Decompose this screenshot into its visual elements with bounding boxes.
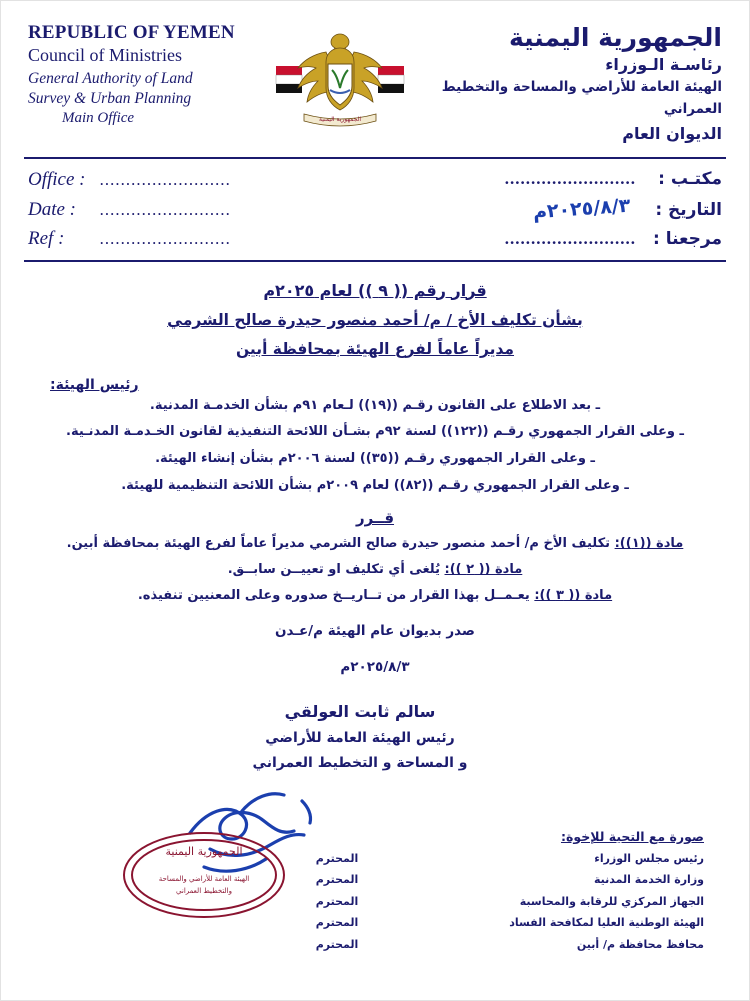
- signatory-name: سالم ثابت العولقي: [284, 701, 436, 721]
- reference-fields: [0, 159, 750, 257]
- decision-subject: [40, 306, 710, 335]
- cc-recipient: الهيئة الوطنية العليا لمكافحة الفساد: [509, 916, 704, 930]
- field-date-label: Date :: [28, 198, 77, 220]
- field-marjiuna: [392, 225, 722, 254]
- cc-item: [292, 912, 722, 933]
- issued-date: ٢٠٢٥/٨/٣م: [340, 659, 410, 676]
- article-item: [40, 557, 710, 583]
- field-tarikh-label: التاريخ :: [655, 199, 722, 220]
- cc-honorific: المحترم: [315, 894, 359, 908]
- issued-place: صدر بديوان عام الهيئة م/عـدن: [275, 623, 475, 640]
- cc-honorific: المحترم: [315, 851, 359, 865]
- decide-keyword: قــرر: [355, 509, 395, 528]
- svg-text:والتخطيط العمراني: والتخطيط العمراني: [176, 886, 232, 895]
- document-header: [0, 0, 750, 153]
- field-tarikh-value: ٢٠٢٥/٨/٣م: [531, 194, 631, 224]
- header-english-block: [28, 22, 258, 129]
- cc-honorific: المحترم: [315, 873, 359, 887]
- header-office-line: Main Office: [62, 110, 135, 127]
- field-date-dots: .........................: [100, 199, 232, 219]
- field-date: [28, 195, 358, 224]
- field-maktab: [392, 165, 722, 194]
- cc-recipient: محافظ محافظة م/ أبين: [576, 937, 704, 951]
- svg-text:الجمهورية اليمنية: الجمهورية اليمنية: [165, 844, 243, 858]
- field-ref-label: Ref :: [28, 228, 65, 250]
- decision-title-suffix: )) لعام ٢٠٢٥م: [263, 280, 379, 300]
- preamble-item: ـ وعلى القرار الجمهوري رقـم ((٨٢)) لعام ٢٠٠٩م بشأن اللائحة التنظيمية للهيئة.: [121, 477, 629, 493]
- cc-honorific: المحترم: [315, 937, 359, 951]
- signatory-role-line2: و المساحة و التخطيط العمراني: [252, 755, 468, 772]
- emblem-container: [265, 22, 415, 136]
- field-maktab-label: مكتـب :: [658, 169, 722, 190]
- cc-recipient: الجهاز المركزي للرقابة والمحاسبة: [519, 894, 704, 908]
- article-text: تكليف الأخ م/ أحمد منصور حيدرة صالح الشرمي مديراً عاماً لفرع الهيئة بمحافظة أبين.: [66, 536, 611, 552]
- header-arabic-council: رئاسـة الـوزراء: [605, 55, 722, 75]
- official-stamp: [118, 829, 290, 921]
- field-maktab-dots: .........................: [504, 169, 636, 189]
- cc-title: صورة مع التحية للإخوة:: [560, 828, 704, 844]
- header-arabic-republic: الجمهورية اليمنية: [508, 23, 722, 52]
- header-republic-line: REPUBLIC OF YEMEN: [28, 22, 235, 43]
- article-item: [40, 531, 710, 557]
- decision-title-number: [40, 276, 710, 306]
- cc-honorific: المحترم: [315, 916, 359, 930]
- signatory-role-line1: رئيس الهيئة العامة للأراضي: [265, 730, 455, 747]
- field-tarikh: [392, 194, 722, 225]
- field-office: [28, 165, 358, 194]
- article-label: مادة (( ٣ )):: [534, 588, 613, 604]
- field-ref: [28, 224, 358, 253]
- document-body: [0, 262, 750, 681]
- article-item: [40, 583, 710, 609]
- decision-number: ٩: [378, 280, 388, 300]
- cc-list: [292, 829, 722, 955]
- decision-position-text: مديراً عاماً لفرع الهيئة بمحافظة أبين: [235, 340, 515, 359]
- preamble-item: ـ وعلى القرار الجمهوري رقـم ((١٢٢)) لسنة ٩٢م بشـأن اللائحة التنفيذية لقانون الخـدمـة المدنـية.: [66, 424, 684, 440]
- signature-block: [0, 697, 750, 777]
- article-text: يُلغى أي تكليف او تعييــن سابــق.: [227, 562, 440, 578]
- cc-item: [292, 891, 722, 912]
- header-arabic-diwan: الديوان العام: [622, 124, 722, 144]
- section-head-chairman: رئيس الهيئة:: [50, 376, 139, 393]
- cc-item: [292, 869, 722, 890]
- svg-text:الجمهورية اليمنية: الجمهورية اليمنية: [318, 116, 362, 123]
- decision-title-prefix: قرار رقم ((: [387, 280, 487, 300]
- article-label: مادة ((١)):: [614, 536, 684, 552]
- header-authority-line1: General Authority of Land: [28, 69, 193, 87]
- decision-subject-text: بشأن تكليف الأخ / م/ أحمد منصور حيدرة صالح الشرمي: [167, 310, 583, 329]
- cc-recipient: رئيس مجلس الوزراء: [594, 851, 704, 865]
- decision-position: [40, 335, 710, 364]
- fields-english: [28, 165, 358, 253]
- header-authority-line2: Survey & Urban Planning: [28, 90, 192, 108]
- field-office-dots: .........................: [100, 170, 232, 190]
- cc-item: [292, 934, 722, 955]
- cc-item: [292, 848, 722, 869]
- article-label: مادة (( ٢ )):: [444, 562, 523, 578]
- field-marjiuna-label: مرجعنا :: [653, 228, 722, 249]
- header-arabic-block: [422, 22, 722, 149]
- header-council-line: Council of Ministries: [28, 45, 182, 66]
- field-marjiuna-dots: .........................: [504, 228, 636, 248]
- field-ref-dots: .........................: [100, 229, 232, 249]
- yemen-eagle-emblem: [270, 24, 410, 136]
- cc-recipient: وزارة الخدمة المدنية: [593, 873, 704, 887]
- preamble-item: ـ بعد الاطلاع على القانون رقـم ((١٩)) لـعام ٩١م بشأن الخدمـة المدنية.: [149, 397, 601, 413]
- svg-text:الهيئة العامة للأراضي والمساحة: الهيئة العامة للأراضي والمساحة: [158, 874, 250, 883]
- fields-arabic: [392, 165, 722, 253]
- preamble-item: ـ وعلى القرار الجمهوري رقـم ((٣٥)) لسنة ٢٠٠٦م بشأن إنشاء الهيئة.: [155, 451, 595, 467]
- header-arabic-authority: الهيئة العامة للأراضي والمساحة والتخطيط العمراني: [441, 79, 722, 117]
- article-text: يعـمــل بهذا القرار من تــاريــخ صدوره وعلى المعنيين تنفيذه.: [137, 588, 530, 604]
- field-office-label: Office :: [28, 169, 86, 191]
